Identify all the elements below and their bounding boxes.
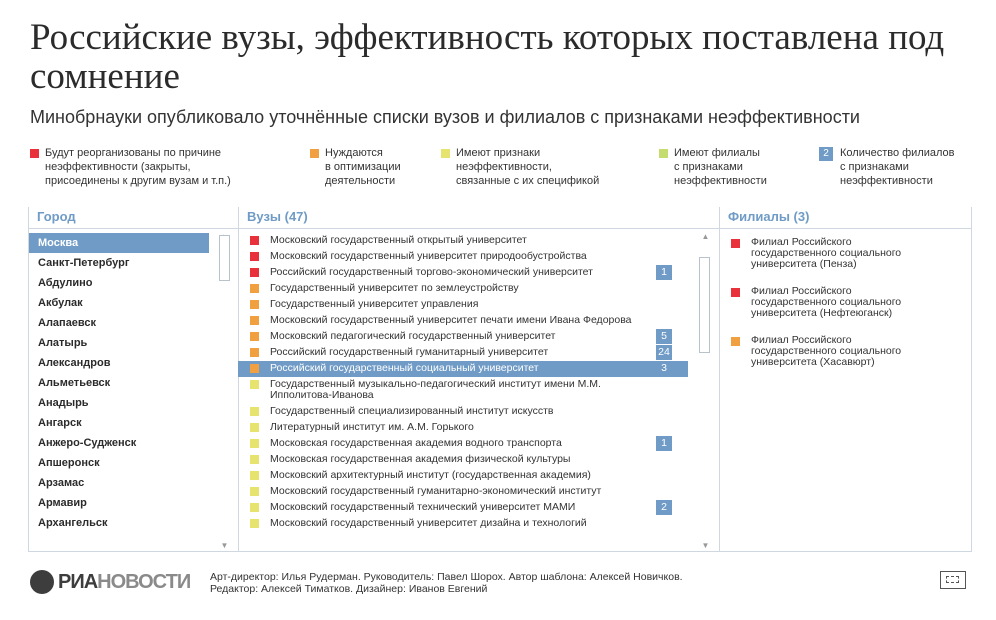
branch-count-badge: 1 (656, 265, 672, 280)
divider (971, 207, 972, 551)
branch-panel-title: Филиалы (3) (728, 209, 810, 224)
university-item[interactable]: Литературный институт им. А.М. Горького (238, 420, 688, 436)
city-item[interactable]: Альметьевск (38, 377, 111, 389)
red-swatch-icon (30, 149, 39, 158)
branch-count-badge: 1 (656, 436, 672, 451)
university-item[interactable]: Московская государственная академия водного транспорта 1 (238, 436, 688, 452)
branch-panel-header (719, 207, 972, 229)
branch-item[interactable]: Филиал Российского государственного социального университета (Пенза) (719, 237, 972, 270)
branch-list (719, 237, 972, 384)
city-list (28, 233, 209, 533)
city-item[interactable]: Алатырь (38, 337, 88, 349)
branch-count-badge: 24 (656, 345, 672, 360)
city-panel (28, 207, 239, 551)
orange-swatch-icon (250, 332, 259, 341)
yellow-swatch-icon (250, 380, 259, 389)
city-item[interactable]: Акбулак (38, 297, 83, 309)
orange-swatch-icon (731, 337, 740, 346)
university-item[interactable]: Государственный университет управления (238, 297, 688, 313)
city-panel-header (28, 207, 239, 229)
red-swatch-icon (731, 239, 740, 248)
scroll-down-icon[interactable]: ▼ (220, 541, 229, 550)
university-item[interactable]: Московский государственный гуманитарно-экономический институт (238, 484, 688, 500)
page-title: Российские вузы, эффективность которых поставлена под сомнение (30, 17, 945, 97)
university-item[interactable]: Московский педагогический государственный университет 5 (238, 329, 688, 345)
scroll-up-icon[interactable]: ▲ (701, 232, 710, 241)
city-item[interactable]: Архангельск (38, 517, 108, 529)
orange-swatch-icon (250, 348, 259, 357)
university-item[interactable]: Московский государственный университет печати имени Ивана Федорова (238, 313, 688, 329)
scroll-down-icon[interactable]: ▼ (701, 541, 710, 550)
university-list (238, 233, 688, 543)
red-swatch-icon (731, 288, 740, 297)
globe-icon (30, 570, 54, 594)
orange-swatch-icon (250, 364, 259, 373)
branch-panel (719, 207, 972, 551)
university-item[interactable]: Московский государственный технический университет МАМИ 2 (238, 500, 688, 516)
university-item[interactable]: Российский государственный гуманитарный университет 24 (238, 345, 688, 361)
yellow-swatch-icon (250, 407, 259, 416)
city-item[interactable]: Анжеро-Судженск (38, 437, 137, 449)
yellow-swatch-icon (250, 423, 259, 432)
yellow-swatch-icon (250, 455, 259, 464)
city-item[interactable]: Александров (38, 357, 111, 369)
orange-swatch-icon (310, 149, 319, 158)
branch-item[interactable]: Филиал Российского государственного социального университета (Хасавюрт) (719, 335, 972, 368)
orange-swatch-icon (250, 316, 259, 325)
city-item[interactable]: Апшеронск (38, 457, 100, 469)
yellow-swatch-icon (250, 503, 259, 512)
red-swatch-icon (250, 236, 259, 245)
branch-count-badge: 3 (656, 361, 672, 376)
city-item-moscow[interactable]: Москва (28, 233, 209, 253)
university-item[interactable]: Московская государственная академия физической культуры (238, 452, 688, 468)
city-item[interactable]: Абдулино (38, 277, 93, 289)
fullscreen-icon[interactable] (940, 571, 966, 589)
legend: Будут реорганизованы по причине неэффективности (закрыты, присоединены к другим вузам и т.п.) Нуждаются в оптимизации деятельности Имеют признаки неэффективности, связанные с их спецификой Имеют филиалы с признаками неэффективности 2 Количество филиалов с признаками неэффективности (30, 146, 980, 196)
university-panel-header (238, 207, 720, 229)
university-panel (238, 207, 720, 551)
yellow-swatch-icon (441, 149, 450, 158)
city-panel-title: Город (37, 209, 76, 224)
city-item[interactable]: Анадырь (38, 397, 89, 409)
university-item[interactable]: Московский государственный университет дизайна и технологий (238, 516, 688, 532)
university-item[interactable]: Государственный специализированный институт искусств (238, 404, 688, 420)
green-swatch-icon (659, 149, 668, 158)
university-panel-title: Вузы (47) (247, 209, 308, 224)
yellow-swatch-icon (250, 439, 259, 448)
city-item[interactable]: Алапаевск (38, 317, 97, 329)
divider (28, 207, 29, 551)
orange-swatch-icon (250, 284, 259, 293)
university-item[interactable]: Московский государственный открытый университет (238, 233, 688, 249)
yellow-swatch-icon (250, 487, 259, 496)
city-item[interactable]: Санкт-Петербург (38, 257, 130, 269)
branch-count-badge: 5 (656, 329, 672, 344)
red-swatch-icon (250, 268, 259, 277)
page-subtitle: Минобрнауки опубликовало уточнённые списки вузов и филиалов с признаками неэффективности (30, 107, 860, 127)
university-item[interactable]: Российский государственный торгово-экономический университет 1 (238, 265, 688, 281)
city-item[interactable]: Арзамас (38, 477, 85, 489)
university-item[interactable]: Государственный университет по землеустройству (238, 281, 688, 297)
credits: Арт-директор: Илья Рудерман. Руководитель: Павел Шорох. Автор шаблона: Алексей Новичков. Редактор: Алексей Тиматков. Дизайнер: Иванов Евгений (210, 571, 683, 595)
branch-item[interactable]: Филиал Российского государственного социального университета (Нефтеюганск) (719, 286, 972, 319)
city-item[interactable]: Армавир (38, 497, 87, 509)
orange-swatch-icon (250, 300, 259, 309)
red-swatch-icon (250, 252, 259, 261)
yellow-swatch-icon (250, 519, 259, 528)
university-scrollbar-thumb[interactable] (699, 257, 710, 353)
city-scrollbar-thumb[interactable] (219, 235, 230, 281)
university-item[interactable]: Государственный музыкально-педагогический институт имени М.М. Ипполитова-Иванова (238, 377, 688, 404)
ria-novosti-logo: РИАНОВОСТИ (30, 569, 202, 595)
city-item[interactable]: Ангарск (38, 417, 82, 429)
university-item[interactable]: Московский государственный университет природообустройства (238, 249, 688, 265)
university-item[interactable]: Московский архитектурный институт (государственная академия) (238, 468, 688, 484)
university-item-selected[interactable]: Российский государственный социальный университет 3 (238, 361, 688, 377)
branch-count-badge: 2 (656, 500, 672, 515)
count-badge-icon: 2 (819, 147, 833, 161)
yellow-swatch-icon (250, 471, 259, 480)
bottom-divider (28, 551, 972, 552)
